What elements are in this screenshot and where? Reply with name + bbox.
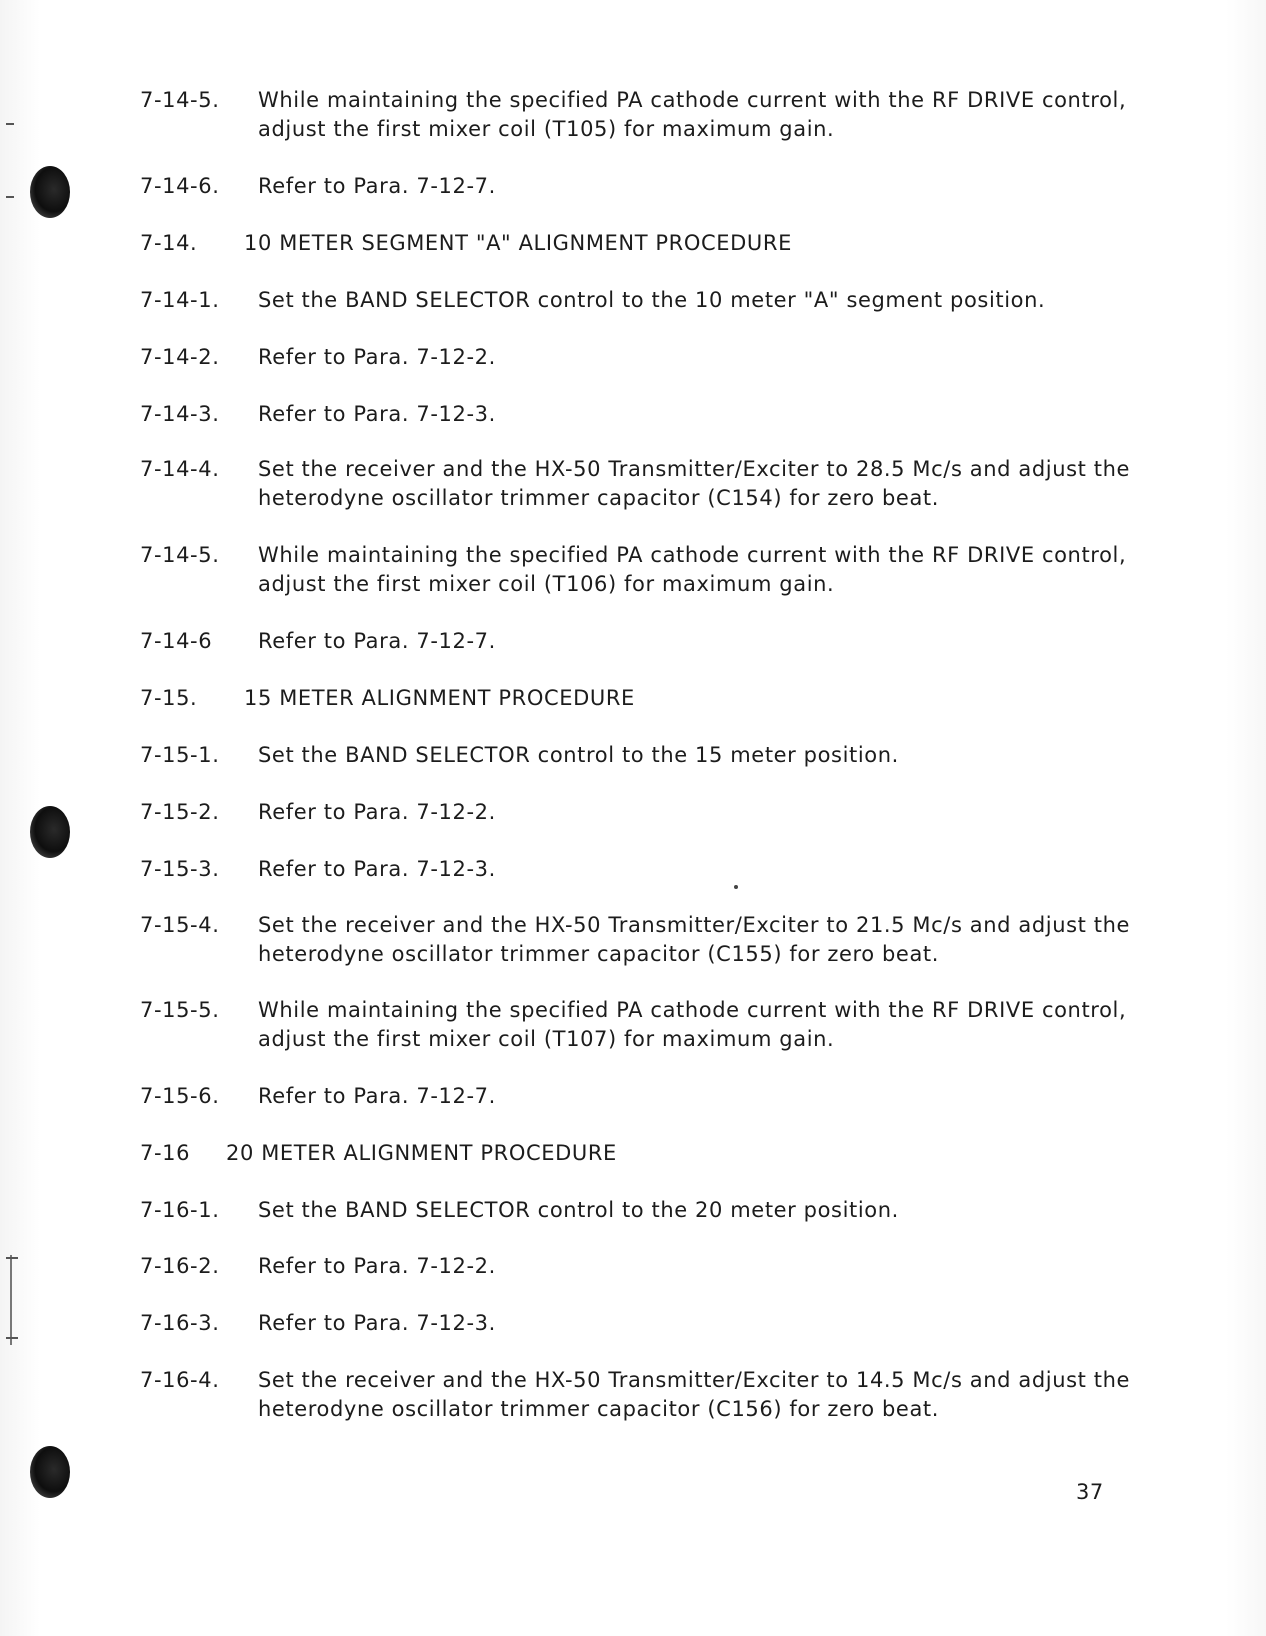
paragraph-number: 7-15-4.: [140, 913, 220, 937]
paragraph-number: 7-14-3.: [140, 402, 220, 426]
paragraph-number: 7-15-5.: [140, 998, 220, 1022]
paragraph-number: 7-14-4.: [140, 457, 220, 481]
paragraph-text: Refer to Para. 7-12-3.: [258, 857, 496, 881]
paragraph-number: 7-14-1.: [140, 288, 220, 312]
paragraph-text: While maintaining the specified PA cathode current with the RF DRIVE control, adjust the first mixer coil (T107) for maximum gain.: [258, 998, 1127, 1051]
paragraph-number: 7-14-5.: [140, 88, 220, 112]
margin-mark: [6, 123, 14, 125]
section-number: 7-14.: [140, 231, 198, 255]
margin-mark: [10, 1255, 12, 1345]
paragraph-text: Set the BAND SELECTOR control to the 20 meter position.: [258, 1198, 899, 1222]
section-title: 20 METER ALIGNMENT PROCEDURE: [226, 1141, 617, 1165]
section-number: 7-16: [140, 1141, 191, 1165]
paragraph-number: 7-16-3.: [140, 1311, 220, 1335]
margin-mark: [6, 1337, 18, 1339]
paragraph-text: Refer to Para. 7-12-7.: [258, 1084, 496, 1108]
margin-mark: [6, 196, 14, 198]
section-title: 10 METER SEGMENT "A" ALIGNMENT PROCEDURE: [244, 231, 792, 255]
paragraph-number: 7-16-1.: [140, 1198, 220, 1222]
paragraph-text: Refer to Para. 7-12-7.: [258, 629, 496, 653]
paragraph-text: While maintaining the specified PA cathode current with the RF DRIVE control, adjust the first mixer coil (T105) for maximum gain.: [258, 88, 1127, 141]
paragraph-number: 7-14-2.: [140, 345, 220, 369]
paragraph-number: 7-16-4.: [140, 1368, 220, 1392]
paragraph-text: Refer to Para. 7-12-7.: [258, 174, 496, 198]
paragraph-text: Set the BAND SELECTOR control to the 10 meter "A" segment position.: [258, 288, 1046, 312]
paragraph-number: 7-15-1.: [140, 743, 220, 767]
paragraph-text: Refer to Para. 7-12-2.: [258, 345, 496, 369]
scan-speck: [734, 885, 738, 889]
margin-mark: [6, 1257, 18, 1259]
paragraph-number: 7-15-3.: [140, 857, 220, 881]
paragraph-number: 7-15-6.: [140, 1084, 220, 1108]
binder-hole: [30, 806, 70, 858]
paragraph-text: While maintaining the specified PA cathode current with the RF DRIVE control, adjust the first mixer coil (T106) for maximum gain.: [258, 543, 1127, 596]
paragraph-number: 7-14-5.: [140, 543, 220, 567]
paragraph-text: Set the receiver and the HX-50 Transmitter/Exciter to 28.5 Mc/s and adjust the heterodyne oscillator trimmer capacitor (C154) for zero beat.: [258, 457, 1131, 510]
binder-hole: [30, 1446, 70, 1498]
section-number: 7-15.: [140, 686, 198, 710]
paragraph-text: Refer to Para. 7-12-2.: [258, 1254, 496, 1278]
paragraph-text: Set the receiver and the HX-50 Transmitter/Exciter to 14.5 Mc/s and adjust the heterodyne oscillator trimmer capacitor (C156) for zero beat.: [258, 1368, 1131, 1421]
paragraph-text: Refer to Para. 7-12-3.: [258, 402, 496, 426]
paragraph-number: 7-14-6: [140, 629, 213, 653]
binder-hole: [30, 166, 70, 218]
paragraph-text: Refer to Para. 7-12-2.: [258, 800, 496, 824]
paragraph-number: 7-14-6.: [140, 174, 220, 198]
paragraph-text: Refer to Para. 7-12-3.: [258, 1311, 496, 1335]
paragraph-text: Set the BAND SELECTOR control to the 15 meter position.: [258, 743, 899, 767]
paragraph-number: 7-15-2.: [140, 800, 220, 824]
section-title: 15 METER ALIGNMENT PROCEDURE: [244, 686, 635, 710]
paragraph-number: 7-16-2.: [140, 1254, 220, 1278]
page-number: 37: [1076, 1480, 1104, 1504]
paragraph-text: Set the receiver and the HX-50 Transmitter/Exciter to 21.5 Mc/s and adjust the heterodyne oscillator trimmer capacitor (C155) for zero beat.: [258, 913, 1131, 966]
